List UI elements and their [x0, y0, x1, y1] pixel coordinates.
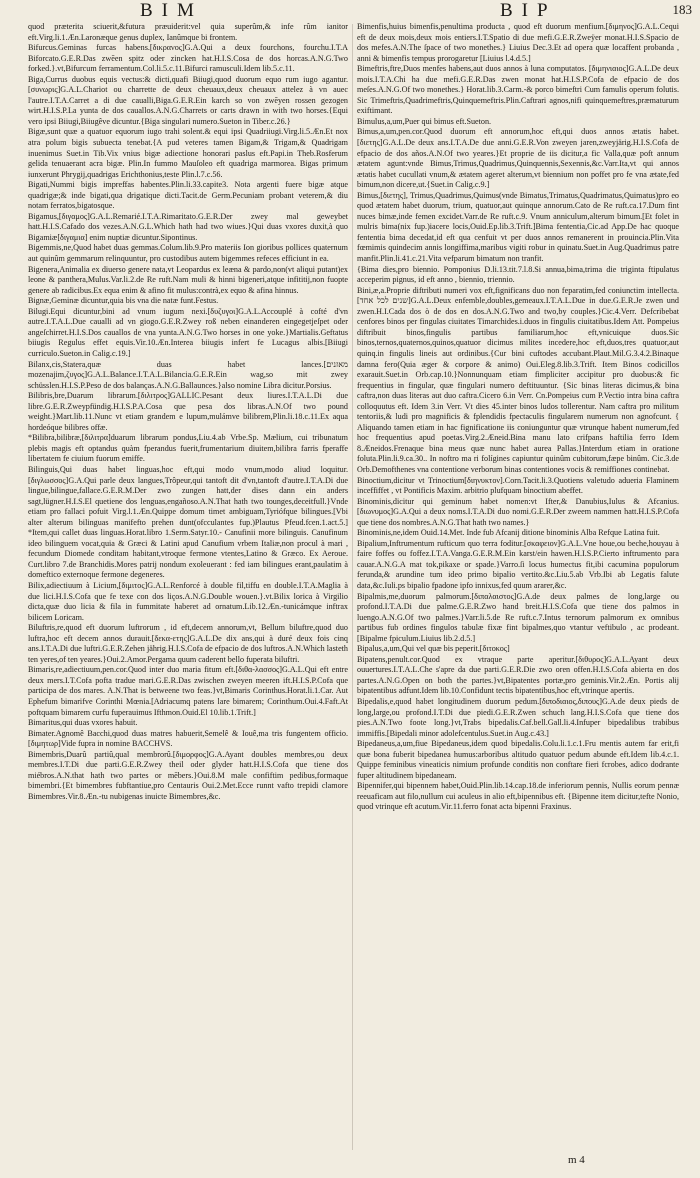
- dictionary-entry: Bimembris,Duarû partiû,qual membrorû.[διμορφος]G.A.Ayant doubles membres,ou deux membres.I.T.Di due parti.G.E.R.Zwey theil oder glyder hatt.H.I.S.Cofa que tiene dos miébros.A.N.that hath two partes or mēbers.}Oui.8.M male confiftim pedibus,formaque bimembri.{Et bimembres fubftantiue,pro Centauris Oui.2.Met.Ecce runnt vafto trepidi clamore Bimembres.Vir.8.Æn.-tu nubigenas inuicte Bimembres,&c.: [28, 749, 348, 801]
- column-divider: [352, 24, 353, 1150]
- dictionary-entry: Bimaritus,qui duas vxores habuit.: [28, 718, 138, 728]
- dictionary-entry: {Bima dies,pro biennio. Pomponius D.li.13.tit.7.l.8.Si annua,bima,trima die triginta ftipulatus acceperim pignus, id eft anno , biennio, triennio.: [357, 264, 679, 285]
- header-left-word: BIM: [140, 0, 203, 21]
- running-header: [0, 0, 700, 22]
- dictionary-entry: Bini,æ,a.Proprie diftributi numeri vox eft,fignificans duo non feparatim,fed coniunctim intellecta.[שנים לכל אחד]G.A.L.Deux enfemble,doubles,gemeaux.I.T.A.L.Due in due.G.E.R.Je zwen und zwen.H.I.Cada dos ò de dos en dos.A.N.G.Two and two,by couples.}Cic.4.Verr. Defcribebat cenfores binos per fingulas ciuitates Timarchides.i.duos in fingulis ciuitatibus.Idem Att. Pompeius diftribuit binos,fingulis partibus familiarum,hoc eft,vnicuique duos.Sic binos,ternos,quaternos,quinos,quatuor dicimus milites incedere,hoc eft,duos,tres quatuor,aut quinq.in fingulis lineis aut ordinibus.{Cur bini cuftodes accubant.Plaut.Mil.G.3.4.2.Binaque damna fero(Quia æger & corpore & animo) Oui.Eleg.8.lib.3.Trift. Item Binos codicillos exarauit.Suet.in Orb.cap.10.}Nonnunquam etiam fimpliciter accipitur pro duobus:& fic frequentius in fingular, quæ fingulari numero deftituuntur. {Sic binas literas dicimus,& bina caftra,non duas literas aut duo caftra.Cicero 6.in Verr. Cn.Pompeius cum P.Vectio intra bina caftra colloquutus eft. Idem 3.in Verr. Vt dies 45.inter binos ludos tollerentur. Nam caftra pro militum tentoriis,& ludi pro magnificis & fplendidis fpectaculis fingularem numerum non agnofcunt. { Aliquando tamen etiam in hac fignificatione iis coniunguntur quæ vtrunque habent numerum,fed hoc frequentius apud poetas.Virg.2.Æneid.Bina manu lato crifpans haftilia ferro Idem 8.Æneidos.Frenaque bina meus quæ nunc habet aurea Pallas.}Interdum etiam in oratione foluta.Plin.li.9.ca.30.. In noftro ma ri folígines capiuntur quinûm cubitorum,fæpe binûm. Cic.3.de Orb.Demofthenes vna contentione verborum binas contentiones vocis & remiffiones continebat.: [357, 285, 679, 474]
- dictionary-entry: Bifurcus.Geminas furcas habens.[δικρανος]G.A.Qui a deux fourchons, fourchu.I.T.A Biforcato.G.E.R.Das zwēen spitz oder zincken hat.H.I.S.Cosa de dos horcas.A.N.G.Two forked.}.vt,Bifurcum ferramentum.Col.li.5.c.11.Bifurci ramusculi.Idem lib.5.c.11.: [28, 43, 348, 74]
- dictionary-entry: Bipalus,a,um,Qui vel quæ bis peperit.[διτοκος]: [357, 644, 510, 654]
- dictionary-entry: Bimenfis,huius bimenfis,penultima producta , quod eft duorum menfium.[διμηνος]G.A.L.Cequi eft de deux mois,deux mois entiers.I.T.Spatio di due mefi.G.E.R.Zweÿer monat.H.I.S.Spacio de dos mefes.A.N.The ſpace of two monethes.} Liuius Dec.3.Et ad opera quæ locaffent probanda , anni & bimenfis tempus prorogaretur [Liuius l.4.d.5.]: [357, 22, 679, 63]
- dictionary-entry: Biga,Currus duobus equis vectus:& dicti,quafi Biiugi,quod duorum equo rum iugo agantur.[συνωρις]G.A.L.Chariot ou charrette de deux cheuaux,deux cheuaux attelez à vn auec l'autre.I.T.A.Carret a di due caualli,Biga.G.E.R.Ein karch so von zwēyen rossen gezogen wirt.H.I.S.P.La yunta de dos cauallos.A.N.G.Charrets or carts drawn in with two horses.{Equi vero ipsi Biiugi,Biiugêve dicuntur.{Biga singulari numero.Sueton in Tiber.c.26.}: [28, 74, 348, 126]
- page-number: 183: [672, 2, 692, 17]
- right-column: [357, 22, 679, 1154]
- dictionary-entry: Bigamus,[διγαμος]G.A.L.Remarié.I.T.A.Rimaritato.G.E.R.Der zwey mal geweybet hatt.H.I.S.Cafado dos vezes.A.N.G.L.Which hath had two wiues.}Qui duas vxores duxit,à quo Bigamiæ[διγαμια] enim nuptiæ dicuntur.Sipontinus.: [28, 211, 348, 242]
- dictionary-entry: Bigenera,Animalia ex diuerso genere nata,vt Leopardus ex leæna & pardo,non(vt aliqui putant)ex leone & panthera,Mulus.Var.li.2.de Re ruft.Nam muli & hinni bigeneri,atque infititij,non fuopte genere ab radicibus.Ex equa enim & afino fit mulus:contrà,ex equo & afina hinnus.: [28, 264, 348, 295]
- dictionary-entry: Bigæ,sunt quæ a quatuor equorum iugo trahi solent.& equi ipsi Quadriiugi.Virg.li.5.Æn.Et nox atra polum bigis subuecta tenebat.{A pud veteres tamen Bigam,& Trigam,& Quadrigam inuenimus Suet.in Tib.Vix vnius bigæ adiectione honorari paslus eft.Papi.in Theb.Rosferum gelida tenuaerant acra bigæ. Plin.In fummo Mauſoleo eft quadriga marmorea. Bigas primum iunxerunt Phrygij,quadrigas Erichthonius,teste Plin.l.7.c.56.: [28, 127, 348, 179]
- dictionary-entry: Bipalium,Inftrumentum rufticum quo terra foditur.[σκαφειον]G.A.L.Vne houe,ou beche,houyau à faire foffes ou foffez.I.T.A.Vanga.G.E.R.M.Ein karst/ein hawen.H.I.S.P.Cierto inftrumento para cauar.A.N.G.A mat tok,pikaxe or spade.}Varro.ſi locus humectus fit,ibi cacumina populorum ferunda,& arundine tum ideo primo bipalio vertito.&c.Liu.5.ab Vrb.Ibi ab Legatis falute data,&c.Iuli.ps bipalio fpadone ipfo innixus,fed quum ararer,&c.: [357, 538, 679, 590]
- dictionary-entry: Bipedalis,e,quod habet longitudinem duorum pedum.[διποδιαιος,διπους]G.A.de deux pieds de long,large,ou profond.I.T.Di due piedi.G.E.R.Zwen schuch lang.H.I.S.Cofa que tiene dos pies.A.N.Two foote long.}vt,Trabs bipedalis.Caf.bell.Gall.li.4.Infuper bipedalibus trabibus immiffis.[Bipedali minor adolefcentulus.Suet.in Aug.c.43.]: [357, 697, 679, 738]
- header-right-word: BIP: [500, 0, 557, 21]
- dictionary-entry: Bilanx,cis,Statera,quæ duas habet lances.[מאזנים mozenajim,ζυγος]G.A.L.Balance.I.T.A.L.Bilancia.G.E.R.Ein wag,so mit zwey schüsslen.H.I.S.P.Peso de dos balanças.A.N.G.Ballaunces.}also nomine Libra dicitur.Porsius.: [28, 359, 348, 390]
- dictionary-entry: Bimus,a,um,pen.cor.Quod duorum eft annorum,hoc eft,qui duos annos ætatis habet.[διετης]G.A.L.De deux ans.I.T.A.De due anni.G.E.R.Von zweyen jaren,zweyjärig.H.I.S.Cofa de efpacio de dos años.A.N.Of two yeares.}Et proprie de iis dicitur,a fic Valla,quæ poft annum ætatem agunt:vnde Bimus,Trimus,Quadrimus,Quinquennis,Sexennis,&c.Varr.Ita,vt qui annos ætatis habet cucullati vnum,& ætatem ageret alterum,vt biennium non poffet pro fe vna ætate,fed bimum,non dicere,ut.{Suet.in Calig.c.9.]: [357, 127, 679, 190]
- dictionary-entry: Bigemmis,ne,Quod habet duas gemmas.Colum.lib.9.Pro materiis Ion gioribus pollices quaternum aut quinûm gemmarum relinquuntur, pro custodibus autem bigemmes refeces efficiunt in ea.: [28, 243, 348, 264]
- dictionary-entry: quod præterita sciuerit,&futura præuiderit:vel quia superûm,& infe rûm ianitor eft.Virg.li.1.Æn.Laronæque genus duplex, Ianûmque bi frontem.: [28, 22, 348, 42]
- dictionary-entry: Bipennifer,qui bipennem habet,Ouid.Plin.lib.14.cap.18.de inferiorum pennis, Nullis eorum pennæ reeuaficam aut filo,nullum cui aculeus in alio eft,bipennibus eft. {Bipenne item dicitur,tefte Nonio, quod vtrinque eft acutum.Vir.11.ferro fonat acta bipenni Fraxinus.: [357, 781, 679, 812]
- dictionary-entry: Binominis,dicitur qui geminum habet nomen:vt Ifter,& Danubius,Iulus & Afcanius.[διωνυμος]G.A.Qui a deux noms.I.T.A.Di duo nomi.G.E.R.Der zweem nammen hatt.H.I.S.P.Cofa que tiene dos nombres.A.N.G.That hath two names.}: [357, 496, 679, 527]
- dictionary-entry: Bigati,Nummi bigis impreffas habentes.Plin.li.33.capite3. Nota argenti fuere bigæ atque quadrigæ;& inde bigati,qua drigatique dicti.Tacit.de Germ.Pecuniam probant veterem,& diu notam ferratos,bigatosque.: [28, 180, 348, 211]
- dictionary-entry: Bipatens,penult.cor.Quod ex vtraque parte aperitur.[διθυρος]G.A.L.Ayant deux ouuertures.I.T.A.L.Che s'apre da due parti.G.E.R.Die zwo oren offen.H.I.S.Cofa abierta en dos partes.A.N.G.Open on both the partes.}vt,Bipatentes portæ,pro geminis.Vir.2.Æn. Portis alij bipatentibus adfunt.Idem lib.10.Confidunt tectis bipatentibus,hoc eft,vtrinque apertis.: [357, 654, 679, 696]
- dictionary-entry: Bilibris,bre,Duarum librarum.[διλιτρος]GALLIC.Pesant deux liures.I.T.A.L.Di due libre.G.E.R.Zweypfündig.H.I.S.P.A.Cosa que pesa dos libras.A.N.Of two pound weight.}Mart.lib.11.Nunc vt etiam grandem e lupum,mulámve bilibrem,Plin.li.18.c.11.Ex aqua hordeóque bilibres offæ.: [28, 391, 348, 432]
- dictionary-entry: Bilinguis,Qui duas habet linguas,hoc eft,qui modo vnum,modo aliud loquitur.[διγλωσσος]G.A.Qui parle deux langues,Trôpeur,qui tantoft dit d'vn,tantoft d'autre.I.T.A.Di due lingue,bilingue,fallace.G.E.R.M.Der zwo zungen hatt,der dises dann ein anders sagt,lügner.H.I.S.El quetiene dos lenguas,engañoso.A.N.That hath two tounges,deceitfull.}Vnde etiam pro fallaci pofuit Virg.l.1.Æn.Quippe domum timet ambiguam,Tyriófque bilingues.[Vbi alter alterum bilinguas manifefto prehen dunt(ofcculantes fup.)Plautus Pfeud.fcen.1.act.5.] *Item,qui callet duas linguas.Horat.libro 1.Serm.Satyr.10.- Canufinii more bilinguis. Canufinum ideo bilinguem vocat,quia & Græci & Latini apud Canufium vrbem Italiæ,non procul à mari , fecundum Diomede conditam habitant,vtroque fermone vtentes,Latino & Græco. Ex Aeroue. Curt.libro 7.de Branchidis.Mores patrij nondum exoleuerant : fed iam bilingues erant,paulatim à domeftico externoque fermone degeneres.: [28, 464, 348, 580]
- dictionary-entry: Bimaris,re,adiectiuum,pen.cor.Quod inter duo maria fitum eft.[διθα-λασσος]G.A.L.Qui eft entre deux mers.I.T.Cofa pofta tradue mari.G.E.R.Das zwischen zweyen meeren ift.H.I.S.P.Cofa que participa de dos mares. A.N.That is betweene two feas.}vt,Bimaris Corinthus.Horat.li.1.Car. Aut Ephefum bimarifve Corinthi Mœnia.[Adriacumq patens lare bimarem; Corinthum.Oui.4.Faft.At poftquam bimarem curfu fuperauimus Ifthmon.Ouid.El 10.lib.1.Trift.]: [28, 665, 348, 717]
- left-column: [28, 22, 348, 1154]
- dictionary-entry: Bilugi.Equi dicuntur,bini ad vnum iugum nexi.[δυζυγοι]G.A.L.Accouplé à cofté d'vn autre.I.T.A.L.Due caualli ad vn giogo.G.E.R.Zwey roß neben einanderen eingegetjeſpet oder angeſchirret.H.I.S.Dos cauallos de vna yunta.A.N.G.Two horses in one yoke.}Martialis.Geftatus biiugis Regulus effet equis.Vir.10.Æn.Interea biiugis infert fe Lucagus albis.[Biiugi curriculo.Sueton.in Calig.c.19.]: [28, 306, 348, 358]
- dictionary-entry: Bipedaneus,a,um,fiue Bipedaneus,idem quod bipedalis.Colu.li.1.c.1.Fru mentis autem far erit,fi quæ bona fuberit bipedanea humus:arboribus altitudo quatuor pedum abunde eft.Idem lib.4.c.1. Quippe feminibus vineaticis nimium profunde conditis non conftare fieri fcrobes, adico dodrante fuper altitudinem bipedaneam.: [357, 739, 679, 780]
- dictionary-entry: Bimater.Agnomê Bacchi,quod duas matres habuerit,Semelê & Iouê,ma tris fungentem officio.[διμητωρ]Vide fupra in nomine BACCHVS.: [28, 728, 348, 749]
- dictionary-entry: Biluftris,re,quod eft duorum luftrorum , id eft,decem annorum,vt, Bellum biluftre,quod duo luftra,hoc eft decem annos durauit.[δεκα-ετης]G.A.L.De dix ans,qui à duré deux fois cinq ans.I.T.A.Di due luftri.G.E.R.Zehen jährig.H.I.S.Cofa de efpacio de dos luftros.A.N.Which lasteth ten yeres,of ten yeares.}Oui.2.Amor.Pergama quum caderent bello fuperata biluftri.: [28, 623, 348, 664]
- dictionary-entry: Binominis,ne,idem Ouid.14.Met. Inde fub Afcanij ditione binominis Alba Refque Latina fuit.: [357, 528, 660, 538]
- dictionary-entry: *Bilibra,bilibræ,[διλιτρα]duarum librarum pondus,Liu.4.ab Vrbe.Sp. Mælium, cui tribunatum plebis magis eft optandus quàm fperandus fuerit,frumentarium diuitem,bilibra farris fperaffe libertatem fe ciuium fuorum emiffe.: [28, 433, 348, 464]
- dictionary-entry: Bipalmis,me,duorum palmorum.[διπαλαιστος]G.A.de deux palmes de long,large ou profond.I.T.A.Di due palme.G.E.R.Zwo hand breit.H.I.S.Cofa que tiene dos palmos in luengo.A.N.G.Of two palmes.}Varr.li.5.de Re ruft.c.7.Intus ternorum palmorum ex omnibus partibus fub ordines fingulos tabulæ fixæ fint bipalmes,quo vtantur veftibulo , ac prodeant.[Bipalme fpiculum.Liuius lib.2.d.5.]: [357, 591, 679, 643]
- dictionary-entry: Bimus,[διετης], Trimus,Quadrimus,Quimus(vnde Bimatus,Trimatus,Quadrimatus,Quimatus)pro eo quod ætatem habet duorum, trium, quatuor,aut quinque annorum.Cato de Re ruft.ca.17.Dum fint nuces bimæ,inde femen excidet.Varr.de Re ruft.c.9. Vnum anniculum,alterum bimum.[Et folet in mulris bima(nix fup.)iacere locis,Ouid.Ep.lib.3.Trift.]Bima fententia,Cic.ad App.De hac quoque fententia bima decedat,id eft qua cenfuit vt per duos annos remanerent in prouincia.Plin.Vita fœmimis quindecim annis longiffima,maribus vigiti robur in quinatu.Suet.in Aug.Quadrimus patre manfit.Plin.li.41.c.21.Vita vefparum bimatum non tranfit.: [357, 190, 679, 264]
- dictionary-entry: Bilix,adiectiuum à Licium,[διμιτος]G.A.L.Renforcé à double fil,tiffu en double.I.T.A.Maglia à due lici.H.I.S.Cofa que fe texe con dos liços.A.N.G.Double wouen.}.vt.Bilix lorica à Virgilio dicta,quæ duo licia & fila in fummitate haberet ad ornatum.Lib.12.Æn.-tunicámque inftrax bilicem Loricam.: [28, 580, 348, 622]
- dictionary-entry: Bimeftris,ftre,Duos menfes habens,aut duos annos à luna computatos. [διμηνιαιος]G.A.L.De deux mois.I.T.A.Chi ha due mefi.G.E.R.Das zwen monat hat.H.I.S.P.Cofa de efpacio de dos meſes.A.N.G.Of two monethes.} Horat.lib.3.Carm.-& porco bimeftri Cum famulis operum folutis. Sic Trimeftris,Quadrimeftris,Quinquemeftris.Plin.Caftrari agnos,nifi quinquemeftres,præmaturum exiftimant.: [357, 64, 679, 116]
- dictionary-entry: Bimulus,a,um,Puer qui bimus eft.Sueton.: [357, 116, 492, 126]
- signature-mark: m 4: [568, 1154, 585, 1166]
- dictionary-entry: Binoctium,dicitur vt Trinoctium[διηνυκτον].Corn.Tacit.li.3.Quotiens valetudo adueria Flaminem inceffiffet , vt Pontificis Maxim. arbitrio plufquam binoctium abeffet.: [357, 475, 679, 496]
- dictionary-entry: Bignæ,Geminæ dicuntur,quia bis vna die natæ funt.Festus.: [28, 296, 219, 306]
